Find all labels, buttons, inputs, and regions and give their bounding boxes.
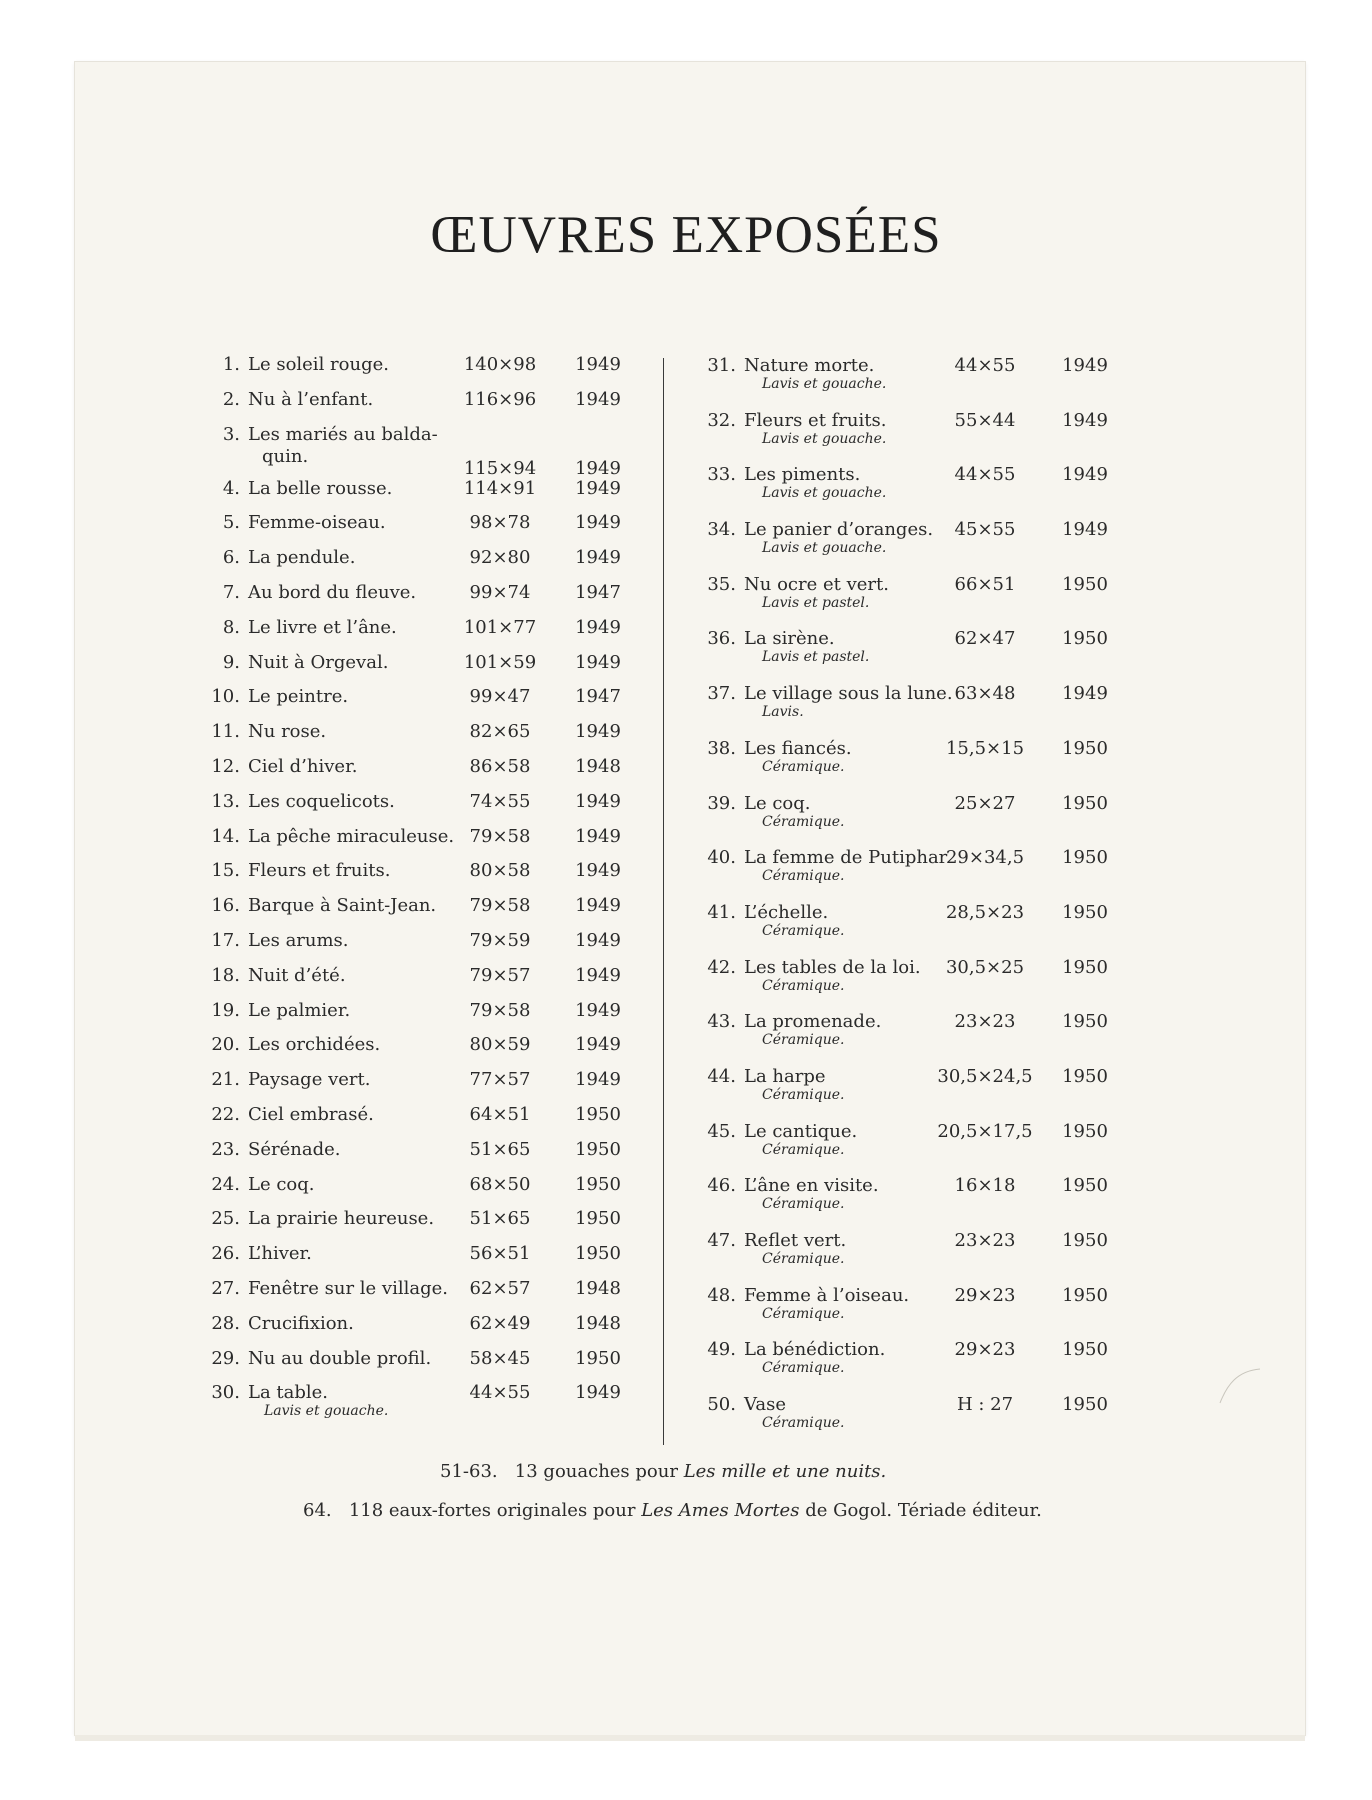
entry-title: Les orchidées. (248, 1034, 381, 1056)
entry-title: Crucifixion. (248, 1312, 354, 1334)
entry-medium: Céramique. (762, 1032, 845, 1049)
entry-dimensions: 44×55 (954, 464, 1016, 486)
catalogue-entry (200, 1104, 630, 1139)
entry-number: 9. (222, 651, 240, 673)
entry-year: 1949 (575, 1382, 621, 1404)
entry-medium: Céramique. (762, 1305, 845, 1322)
entry-dimensions: H : 27 (956, 1394, 1014, 1416)
entry-year: 1949 (1062, 409, 1108, 431)
entry-dimensions: 56×51 (469, 1243, 531, 1265)
entry-title: Le peintre. (248, 686, 349, 708)
entry-title: Femme à l’oiseau. (744, 1284, 910, 1306)
catalogue-entry (200, 686, 630, 721)
entry-dimensions: 58×45 (469, 1347, 531, 1369)
entry-medium: Lavis et gouache. (762, 376, 887, 392)
entry-year: 1949 (1062, 355, 1108, 376)
entry-number: 45. (707, 1120, 736, 1142)
entry-dimensions: 64×51 (469, 1103, 531, 1125)
entry-title: La femme de Putiphar (744, 847, 948, 869)
entry-number: 22. (211, 1103, 240, 1125)
entry-dimensions: 101×59 (463, 651, 537, 673)
entry-number: 29. (211, 1347, 240, 1369)
catalogue-entry (200, 354, 630, 389)
entry-number: 10. (211, 686, 240, 708)
entry-year: 1950 (575, 1347, 621, 1369)
entry-title: Le village sous la lune. (744, 683, 953, 705)
entry-title: Les piments. (744, 464, 861, 486)
entry-year: 1949 (575, 999, 621, 1021)
catalogue-entry (200, 389, 630, 424)
entry-medium: Céramique. (762, 1415, 845, 1432)
entry-title: Le palmier. (248, 999, 351, 1021)
catalogue-entry (690, 1011, 1120, 1066)
entry-medium: Céramique. (762, 813, 845, 830)
entry-number: 34. (707, 519, 736, 541)
entry-title: Nu au double profil. (248, 1347, 432, 1369)
entry-dimensions: 16×18 (954, 1175, 1016, 1197)
entry-dimensions: 86×58 (469, 755, 531, 777)
catalogue-entry (690, 1175, 1120, 1230)
entry-year: 1950 (1062, 1230, 1108, 1251)
entry-year: 1949 (575, 825, 621, 847)
entry-title: La table. (248, 1382, 329, 1404)
entry-title: Le panier d’oranges. (744, 519, 934, 541)
catalogue-entry (690, 1285, 1120, 1340)
entry-medium: Lavis et gouache. (762, 540, 887, 557)
left-column (200, 354, 630, 1436)
entry-dimensions: 98×78 (469, 512, 531, 534)
entry-number: 40. (707, 847, 736, 869)
entry-dimensions: 23×23 (954, 1230, 1016, 1251)
entry-year: 1949 (1062, 464, 1108, 486)
entry-medium: Lavis et pastel. (762, 649, 870, 666)
footer-text-tail: de Gogol. Tériade éditeur. (805, 1500, 1042, 1521)
catalogue-entry (200, 652, 630, 687)
catalogue-entry (200, 1139, 630, 1174)
entry-year: 1950 (1062, 901, 1108, 923)
entry-title: La sirène. (744, 628, 835, 650)
entry-year: 1950 (1062, 1339, 1108, 1361)
entry-title: Le cantique. (744, 1120, 858, 1142)
entry-dimensions: 68×50 (469, 1173, 531, 1195)
catalogue-entry (690, 957, 1120, 1012)
catalogue-entry (690, 1339, 1120, 1394)
catalogue-entry (690, 847, 1120, 902)
entry-year: 1950 (1062, 1120, 1108, 1142)
catalogue-entry (200, 617, 630, 652)
entry-year: 1949 (1062, 683, 1108, 705)
entry-title: Les fiancés. (744, 737, 852, 759)
entry-dimensions: 62×47 (954, 628, 1016, 650)
entry-medium: Lavis et pastel. (762, 594, 870, 611)
entry-number: 20. (211, 1034, 240, 1056)
entry-dimensions: 116×96 (463, 388, 537, 410)
entry-year: 1949 (575, 1069, 621, 1091)
entry-year: 1950 (575, 1138, 621, 1160)
entry-title: Nu ocre et vert. (744, 573, 889, 595)
entry-medium: Céramique. (762, 922, 845, 939)
entry-title: Vase (744, 1394, 786, 1416)
entry-title: Le coq. (248, 1173, 315, 1195)
entry-year: 1950 (1062, 628, 1108, 650)
entry-year: 1950 (1062, 1284, 1108, 1306)
catalogue-entry (200, 826, 630, 861)
catalogue-entry (200, 1278, 630, 1313)
entry-year: 1950 (575, 1243, 621, 1265)
catalogue-entry (200, 547, 630, 582)
entry-year: 1949 (1062, 519, 1108, 541)
catalogue-entry (690, 519, 1120, 574)
entry-year: 1949 (575, 1034, 621, 1056)
entry-title: Les mariés au balda- (248, 423, 438, 445)
entry-dimensions: 79×58 (469, 825, 531, 847)
footer-italic-title: Les Ames Mortes (641, 1500, 800, 1521)
entry-dimensions: 62×49 (469, 1312, 531, 1334)
entry-number: 37. (707, 683, 736, 705)
entry-number: 33. (707, 464, 736, 486)
entry-title: Nuit à Orgeval. (248, 651, 389, 673)
entry-number: 50. (707, 1394, 736, 1416)
entry-year: 1949 (575, 457, 621, 479)
entry-title: La harpe (744, 1065, 826, 1087)
entry-title: La promenade. (744, 1011, 882, 1033)
entry-year: 1949 (575, 388, 621, 410)
entry-year: 1950 (1062, 792, 1108, 814)
entry-number: 32. (707, 409, 736, 431)
entry-title: Barque à Saint-Jean. (248, 895, 437, 917)
entry-dimensions: 62×57 (469, 1277, 531, 1299)
entry-year: 1949 (575, 964, 621, 986)
catalogue-entry (690, 1066, 1120, 1121)
entry-dimensions: 44×55 (469, 1382, 531, 1404)
column-divider (663, 358, 664, 1445)
catalogue-entry (200, 1243, 630, 1278)
entry-title: Nu à l’enfant. (248, 388, 374, 410)
entry-title: Femme-oiseau. (248, 512, 386, 534)
entry-number: 11. (211, 721, 240, 743)
entry-dimensions: 55×44 (954, 409, 1016, 431)
entry-dimensions: 115×94 (463, 457, 537, 479)
entry-number: 39. (707, 792, 736, 814)
footer-line-gouaches (440, 1461, 886, 1482)
entry-number: 27. (211, 1277, 240, 1299)
entry-dimensions: 82×65 (469, 721, 531, 743)
entry-dimensions: 30,5×24,5 (937, 1065, 1033, 1087)
catalogue-entry (690, 1394, 1120, 1449)
entry-dimensions: 20,5×17,5 (937, 1120, 1033, 1142)
entry-dimensions: 30,5×25 (945, 956, 1025, 978)
catalogue-entry (200, 860, 630, 895)
entry-title: Le coq. (744, 792, 811, 814)
catalogue-entry (690, 410, 1120, 465)
footer-number: 51-63. (440, 1461, 498, 1482)
entry-number: 21. (211, 1069, 240, 1091)
page-edge (75, 1735, 1305, 1741)
entry-dimensions: 29×34,5 (945, 847, 1025, 869)
catalogue-entry (200, 756, 630, 791)
catalogue-entry (200, 424, 630, 478)
catalogue-entry (690, 574, 1120, 629)
entry-dimensions: 80×59 (469, 1034, 531, 1056)
entry-title: L’hiver. (248, 1243, 312, 1265)
entry-title: Fenêtre sur le village. (248, 1277, 448, 1299)
entry-dimensions: 29×23 (954, 1339, 1016, 1361)
entry-number: 14. (211, 825, 240, 847)
entry-year: 1950 (1062, 573, 1108, 595)
entry-dimensions: 23×23 (954, 1011, 1016, 1033)
entry-number: 17. (211, 929, 240, 951)
entry-dimensions: 99×74 (469, 581, 531, 603)
entry-medium: Céramique. (762, 1251, 845, 1267)
entry-number: 46. (707, 1175, 736, 1197)
entry-number: 41. (707, 901, 736, 923)
entry-number: 13. (211, 790, 240, 812)
entry-title: La pendule. (248, 547, 356, 569)
entry-number: 30. (211, 1382, 240, 1404)
entry-year: 1948 (575, 1277, 621, 1299)
entry-number: 16. (211, 895, 240, 917)
entry-year: 1950 (1062, 1011, 1108, 1033)
entry-title: Les coquelicots. (248, 790, 395, 812)
entry-title: Sérénade. (248, 1138, 341, 1160)
catalogue-entry (200, 1313, 630, 1348)
entry-dimensions: 79×58 (469, 999, 531, 1021)
entry-title: L’âne en visite. (744, 1175, 879, 1197)
entry-title: Le soleil rouge. (248, 354, 389, 375)
entry-year: 1949 (575, 895, 621, 917)
catalogue-entry (690, 628, 1120, 683)
entry-year: 1949 (575, 651, 621, 673)
entry-dimensions: 66×51 (954, 573, 1016, 595)
entry-year: 1950 (575, 1103, 621, 1125)
catalogue-entry (690, 793, 1120, 848)
entry-title: La prairie heureuse. (248, 1208, 435, 1230)
entry-title: Fleurs et fruits. (248, 860, 391, 882)
entry-number: 12. (211, 755, 240, 777)
entry-title: Nature morte. (744, 355, 875, 376)
entry-title: Le livre et l’âne. (248, 616, 397, 638)
entry-medium: Céramique. (762, 868, 845, 885)
catalogue-entry (690, 902, 1120, 957)
entry-year: 1948 (575, 755, 621, 777)
entry-dimensions: 25×27 (954, 792, 1016, 814)
entry-year: 1949 (575, 860, 621, 882)
footer-text: 118 eaux-fortes originales pour (348, 1500, 636, 1521)
page-curl-mark (1215, 1365, 1305, 1405)
entry-year: 1949 (575, 547, 621, 569)
entry-medium: Céramique. (762, 1360, 845, 1377)
entry-dimensions: 80×58 (469, 860, 531, 882)
entry-title: La belle rousse. (248, 477, 393, 499)
entry-dimensions: 79×58 (469, 895, 531, 917)
entry-dimensions: 79×57 (469, 964, 531, 986)
entry-year: 1948 (575, 1312, 621, 1334)
catalogue-entry (690, 738, 1120, 793)
entry-title: Nu rose. (248, 721, 327, 743)
entry-dimensions: 51×65 (469, 1208, 531, 1230)
entry-dimensions: 29×23 (954, 1284, 1016, 1306)
entry-dimensions: 51×65 (469, 1138, 531, 1160)
entry-medium: Céramique. (762, 1196, 845, 1213)
entry-number: 15. (211, 860, 240, 882)
entry-dimensions: 15,5×15 (945, 737, 1025, 759)
entry-number: 49. (707, 1339, 736, 1361)
catalogue-entry (200, 895, 630, 930)
catalogue-entry (200, 582, 630, 617)
entry-dimensions: 99×47 (469, 686, 531, 708)
entry-number: 43. (707, 1011, 736, 1033)
catalogue-entry (200, 478, 630, 513)
entry-number: 28. (211, 1312, 240, 1334)
entry-number: 19. (211, 999, 240, 1021)
catalogue-entry (690, 683, 1120, 738)
entry-year: 1949 (575, 616, 621, 638)
entry-dimensions: 101×77 (463, 616, 537, 638)
entry-number: 42. (707, 956, 736, 978)
entry-medium: Lavis et gouache. (762, 430, 887, 447)
entry-year: 1950 (1062, 737, 1108, 759)
entry-year: 1949 (575, 929, 621, 951)
entry-year: 1949 (575, 790, 621, 812)
entry-number: 1. (222, 354, 240, 375)
page-title: ŒUVRES EXPOSÉES (430, 206, 942, 264)
entry-year: 1949 (575, 512, 621, 534)
entry-title: L’échelle. (744, 901, 829, 923)
catalogue-entry (200, 930, 630, 965)
catalogue-entry (200, 1000, 630, 1035)
entry-number: 2. (222, 388, 240, 410)
entry-number: 7. (222, 581, 240, 603)
entry-medium: Céramique. (762, 1141, 845, 1158)
entry-dimensions: 74×55 (469, 790, 531, 812)
entry-number: 18. (211, 964, 240, 986)
footer-italic-title: Les mille et une nuits. (683, 1461, 887, 1482)
entry-dimensions: 79×59 (469, 929, 531, 951)
entry-year: 1949 (575, 721, 621, 743)
entry-dimensions: 77×57 (469, 1069, 531, 1091)
entry-title: La bénédiction. (744, 1339, 886, 1361)
entry-number: 8. (222, 616, 240, 638)
catalogue-entry (200, 791, 630, 826)
catalogue-entry (690, 1121, 1120, 1176)
catalogue-entry (690, 1230, 1120, 1285)
entry-dimensions: 28,5×23 (945, 901, 1025, 923)
entry-year: 1949 (575, 354, 621, 375)
entry-title-continued: quin. (262, 445, 309, 467)
footer-text: 13 gouaches pour (514, 1461, 678, 1482)
entry-medium: Lavis et gouache. (762, 485, 887, 502)
entry-number: 31. (707, 355, 736, 376)
entry-year: 1947 (575, 581, 621, 603)
entry-number: 23. (211, 1138, 240, 1160)
entry-number: 26. (211, 1243, 240, 1265)
entry-dimensions: 44×55 (954, 355, 1016, 376)
entry-title: Nuit d’été. (248, 964, 346, 986)
entry-title: Ciel d’hiver. (248, 755, 358, 777)
catalogue-entry (200, 512, 630, 547)
entry-number: 24. (211, 1173, 240, 1195)
entry-number: 48. (707, 1284, 736, 1306)
entry-number: 44. (707, 1065, 736, 1087)
entry-dimensions: 45×55 (954, 519, 1016, 541)
catalogue-entry (200, 1208, 630, 1243)
catalogue-entry (200, 1069, 630, 1104)
entry-dimensions: 92×80 (469, 547, 531, 569)
entry-medium: Céramique. (762, 1086, 845, 1103)
entry-title: Les arums. (248, 929, 349, 951)
catalogue-entry (200, 721, 630, 756)
entry-year: 1950 (1062, 1065, 1108, 1087)
right-column (690, 355, 1120, 1449)
entry-medium: Céramique. (762, 758, 845, 775)
entry-year: 1950 (1062, 847, 1108, 869)
entry-year: 1950 (1062, 956, 1108, 978)
catalogue-entry (200, 965, 630, 1000)
entry-title: Reflet vert. (744, 1230, 847, 1251)
entry-title: Ciel embrasé. (248, 1103, 374, 1125)
entry-medium: Lavis. (762, 704, 804, 721)
entry-year: 1950 (1062, 1175, 1108, 1197)
entry-number: 5. (222, 512, 240, 534)
entry-number: 36. (707, 628, 736, 650)
entry-title: Les tables de la loi. (744, 956, 921, 978)
entry-number: 35. (707, 573, 736, 595)
entry-year: 1950 (575, 1173, 621, 1195)
entry-number: 38. (707, 737, 736, 759)
entry-year: 1947 (575, 686, 621, 708)
entry-number: 3. (222, 423, 240, 445)
entry-number: 6. (222, 547, 240, 569)
entry-title: Fleurs et fruits. (744, 409, 887, 431)
entry-year: 1949 (575, 477, 621, 499)
catalogue-entry (690, 464, 1120, 519)
catalogue-entry (200, 1348, 630, 1383)
entry-year: 1950 (575, 1208, 621, 1230)
entry-number: 4. (222, 477, 240, 499)
entry-medium: Céramique. (762, 977, 845, 994)
entry-dimensions: 63×48 (954, 683, 1016, 705)
entry-title: Paysage vert. (248, 1069, 371, 1091)
catalogue-entry (200, 1174, 630, 1209)
entry-title: La pêche miraculeuse. (248, 825, 455, 847)
entry-number: 47. (707, 1230, 736, 1251)
entry-dimensions: 140×98 (463, 354, 537, 375)
footer-number: 64. (303, 1500, 332, 1521)
entry-number: 25. (211, 1208, 240, 1230)
entry-year: 1950 (1062, 1394, 1108, 1416)
entry-title: Au bord du fleuve. (248, 581, 417, 603)
entry-medium: Lavis et gouache. (264, 1403, 389, 1420)
catalogue-entry (690, 355, 1120, 410)
catalogue-entry (200, 1034, 630, 1069)
entry-dimensions: 114×91 (463, 477, 537, 499)
catalogue-entry (200, 1382, 630, 1436)
footer-line-eaux-fortes (303, 1500, 1042, 1521)
